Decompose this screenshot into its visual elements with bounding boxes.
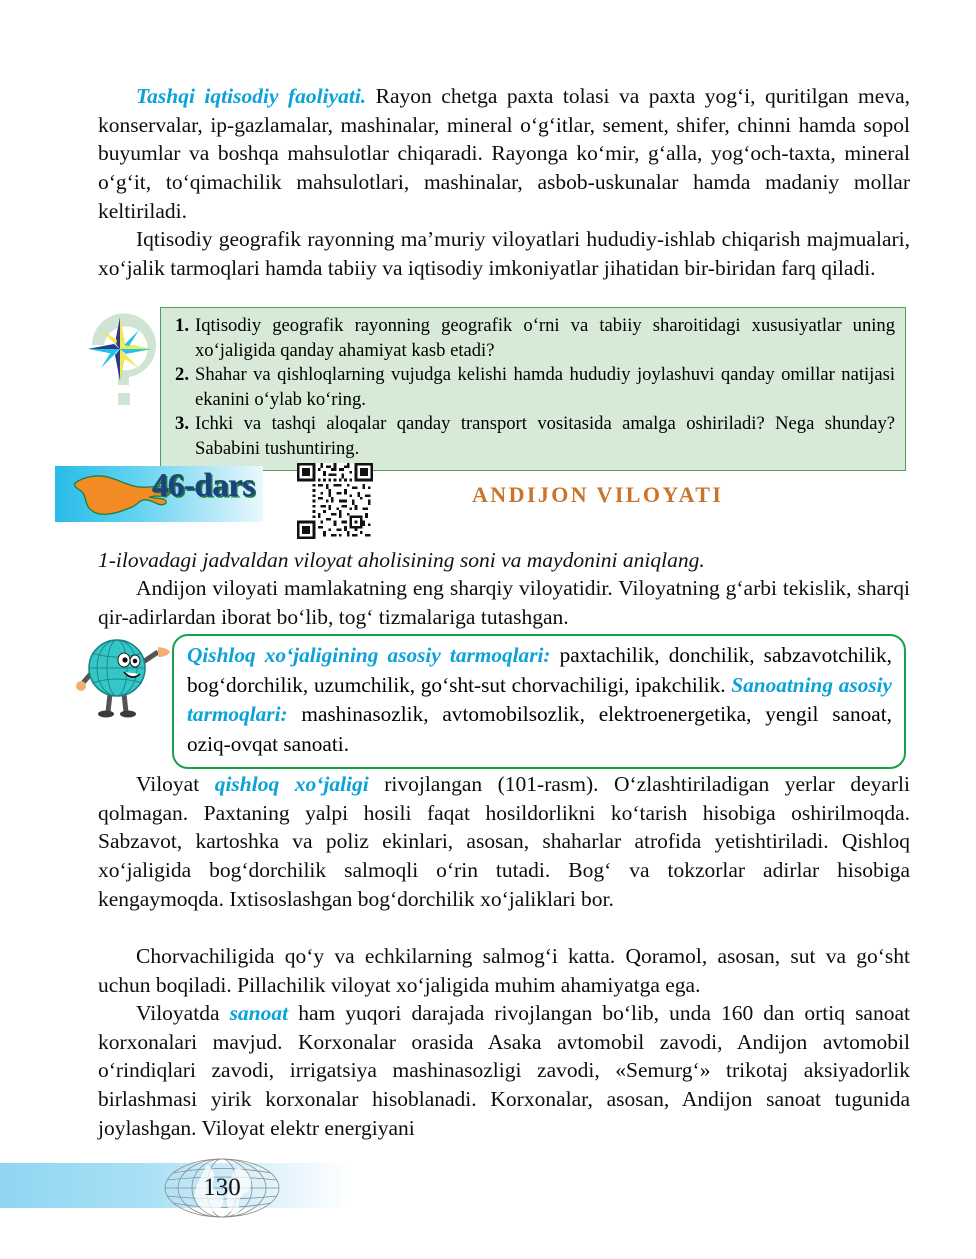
intro-paragraph — [98, 82, 910, 226]
body-p3-pre: Viloyatda — [136, 1001, 230, 1025]
lead-paragraph — [98, 574, 910, 631]
body-p1-post: rivojlangan (101-rasm). O‘zlashtiriladigan yerlar deyarli qolmagan. Paxtaning yalpi hosili faqat hosildorlikni ko‘tarish hisobiga oshirilmoqda. Sabzavot, kartoshka va poliz ekinlari, asosan, shaharlar atrofida yetishtiriladi. Qishloq xo‘jaligida bog‘dorchilik salmoqli o‘rin tutadi. Bog‘ va tokzorlar adirlar hisobiga kengaymoqda. Ixtisoslashgan bog‘dorchilik xo‘jaliklari bor. — [98, 772, 911, 911]
lesson-banner — [55, 466, 263, 522]
globe-character-icon — [72, 628, 176, 720]
section-title: ANDIJON VILOYATI — [472, 482, 724, 507]
page-number: 130 — [203, 1174, 241, 1201]
question-number: 3. — [175, 413, 189, 435]
question-text: Ichki va tashqi aloqalar qanday transport vositasida amalga oshiriladi? Nega shunday? Sababini tushuntiring. — [195, 413, 895, 459]
key-terms-box — [172, 634, 906, 769]
task-line-text: 1-ilovadagi jadvaldan viloyat aholisining soni va maydonini aniqlang. — [98, 548, 705, 572]
body-p1-accent: qishloq xo‘jaligi — [214, 772, 369, 796]
intro-paragraph-2 — [98, 225, 910, 282]
question-item — [169, 363, 895, 412]
key-terms-label-agriculture: Qishloq xo‘jaligining asosiy tarmoqlari: — [187, 643, 551, 667]
question-item — [169, 412, 895, 461]
question-item — [169, 314, 895, 363]
lead-paragraph-text: Andijon viloyati mamlakatning eng sharqiy viloyatidir. Viloyatning g‘arbi tekislik, sharqi qir-adirlardan iborat bo‘lib, tog‘ tizmalariga tutashgan. — [98, 576, 910, 629]
key-terms-text-agriculture: paxtachilik, donchilik, sabzavotchilik, bog‘dorchilik, uzumchilik, go‘sht-sut chorvachiligi, ipakchilik. — [187, 643, 892, 697]
question-number: 2. — [175, 364, 189, 386]
compass-question-icon — [74, 305, 174, 410]
question-text: Shahar va qishloqlarning vujudga kelishi hamda hududiy joylashuvi qanday omillar natijasi ekanini o‘ylab ko‘ring. — [195, 364, 895, 410]
qr-code-icon[interactable] — [297, 463, 373, 539]
body-paragraph-1 — [98, 770, 910, 914]
question-text: Iqtisodiy geografik rayonning geografik o‘rni va tabiiy sharoitidagi xususiyatlar uning xo‘jaligida qanday ahamiyat kasb etadi? — [195, 315, 895, 361]
question-number: 1. — [175, 315, 189, 336]
body-paragraph-3 — [98, 999, 910, 1143]
questions-box — [160, 307, 906, 471]
intro-heading: Tashqi iqtisodiy faoliyati. — [136, 84, 367, 108]
key-terms-text-industry: mashinasozlik, avtomobilsozlik, elektroenergetika, yengil sanoat, oziq-ovqat sanoati. — [187, 702, 892, 756]
body-p1-pre: Viloyat — [136, 772, 215, 796]
intro-paragraph-2-text: Iqtisodiy geografik rayonning ma’muriy viloyatlari hududiy-ishlab chiqarish majmualari, xo‘jalik tarmoqlari hamda tabiiy va iqtisodiy imkoniyatlar jihatidan bir-biridan farq qiladi. — [98, 227, 910, 280]
body-paragraph-2 — [98, 942, 910, 999]
intro-body-text: Rayon chetga paxta tolasi va paxta yog‘i, quritilgan meva, konservalar, ip-gazlamalar, mashinalar, mineral o‘g‘itlar, sement, shifer, chinni hamda sopol buyumlar va boshqa mahsulotlar chiqaradi. Rayonga ko‘mir, g‘alla, yog‘och-taxta, mineral o‘g‘it, to‘qimachilik mahsulotlari, mashinalar, asbob-uskunalar hamda madaniy mollar keltiriladi. — [98, 84, 910, 223]
page-number-badge — [163, 1157, 281, 1219]
body-p3-accent: sanoat — [229, 1001, 289, 1025]
task-line — [98, 546, 910, 575]
key-terms-label-industry: Sanoatning asosiy tarmoqlari: — [187, 672, 892, 727]
body-p2-text: Chorvachiligida qo‘y va echkilarning salmog‘i katta. Qoramol, asosan, sut va go‘sht uchun boqiladi. Pillachilik viloyat xo‘jaligida muhim ahamiyatga ega. — [98, 944, 910, 997]
body-p3-post: ham yuqori darajada rivojlangan bo‘lib, unda 160 dan ortiq sanoat korxonalari mavjud. Korxonalar orasida Asaka avtomobil zavodi, Andijon avtomobil o‘rindiqlari zavodi, irrigatsiya mashinasozligi zavodi, «Semurg‘» trikotaj aksiyadorlik birlashmasi yirik korxonalar hisoblanadi. Korxonalar, asosan, Andijon sanoat tugunida joylashgan. Viloyat elektr energiyani — [98, 1001, 910, 1140]
lesson-banner-label: 46-dars — [152, 468, 255, 504]
